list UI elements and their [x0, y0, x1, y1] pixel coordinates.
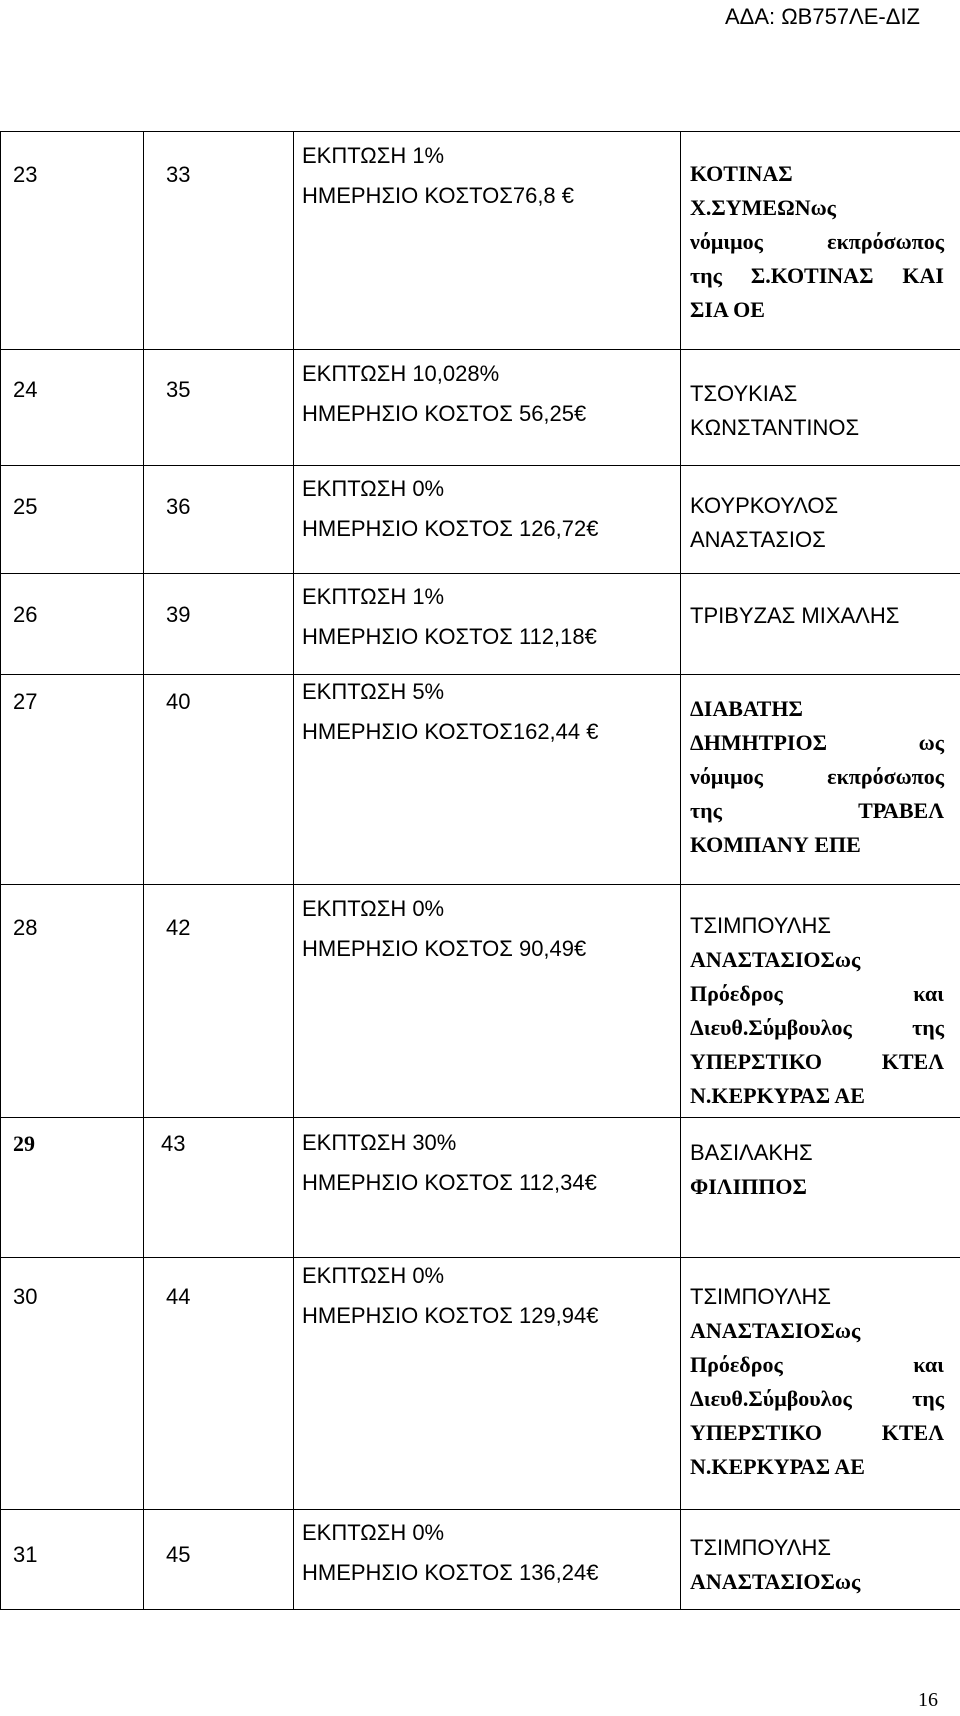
contractor-line: ΚΩΝΣΤΑΝΤΙΝΟΣ: [690, 415, 860, 440]
contractor-line: ΥΠΕΡΣΤΙΚΟ ΚΤΕΛ: [690, 1420, 944, 1445]
discount-text: ΕΚΠΤΩΣΗ 5%: [302, 679, 445, 704]
discount-text: ΕΚΠΤΩΣΗ 0%: [302, 1520, 445, 1545]
row-number: 27: [13, 689, 38, 714]
daily-cost-text: ΗΜΕΡΗΣΙΟ ΚΟΣΤΟΣ76,8 €: [302, 183, 575, 208]
row-number: 25: [13, 494, 38, 519]
contracts-table: [0, 131, 960, 1610]
row-code: 33: [166, 162, 191, 187]
contractor-line: ΒΑΣΙΛΑΚΗΣ: [690, 1140, 813, 1165]
code-cell: [144, 1258, 294, 1510]
contractor-line: ΤΣΙΜΠΟΥΛΗΣ: [690, 1284, 831, 1309]
offer-cell: [294, 1510, 681, 1610]
table-row: [1, 885, 960, 1118]
daily-cost-text: ΗΜΕΡΗΣΙΟ ΚΟΣΤΟΣ 112,18€: [302, 624, 597, 649]
offer-cell: [294, 574, 681, 675]
table-row: [1, 675, 960, 885]
contractor-line: Διευθ.Σύμβουλος της: [690, 1015, 944, 1040]
daily-cost-text: ΗΜΕΡΗΣΙΟ ΚΟΣΤΟΣ 129,94€: [302, 1303, 599, 1328]
daily-cost-text: ΗΜΕΡΗΣΙΟ ΚΟΣΤΟΣ 90,49€: [302, 936, 587, 961]
contractor-line: ΤΡΙΒΥΖΑΣ ΜΙΧΑΛΗΣ: [690, 603, 900, 628]
daily-cost-text: ΗΜΕΡΗΣΙΟ ΚΟΣΤΟΣ 126,72€: [302, 516, 599, 541]
contractor-line: νόμιμος εκπρόσωπος: [690, 229, 944, 254]
row-number: 26: [13, 602, 38, 627]
row-code: 45: [166, 1542, 191, 1567]
row-number-cell: [1, 574, 144, 675]
row-number: 30: [13, 1284, 38, 1309]
contractor-line: ΚΟΥΡΚΟΥΛΟΣ: [690, 493, 839, 518]
contractor-cell: [681, 132, 960, 350]
contractor-cell: [681, 675, 960, 885]
offer-cell: [294, 885, 681, 1118]
discount-text: ΕΚΠΤΩΣΗ 0%: [302, 1263, 445, 1288]
contractor-line: ΚΟΜΠΑΝΥ ΕΠΕ: [690, 832, 861, 857]
offer-cell: [294, 350, 681, 466]
offer-cell: [294, 675, 681, 885]
row-number: 31: [13, 1542, 38, 1567]
daily-cost-text: ΗΜΕΡΗΣΙΟ ΚΟΣΤΟΣ 136,24€: [302, 1560, 599, 1585]
code-cell: [144, 466, 294, 574]
code-cell: [144, 350, 294, 466]
contractor-line: νόμιμος εκπρόσωπος: [690, 764, 944, 789]
row-code: 40: [166, 689, 191, 714]
contractor-line: Διευθ.Σύμβουλος της: [690, 1386, 944, 1411]
row-code: 44: [166, 1284, 191, 1309]
daily-cost-text: ΗΜΕΡΗΣΙΟ ΚΟΣΤΟΣ 56,25€: [302, 401, 587, 426]
offer-cell: [294, 1258, 681, 1510]
row-number-cell: [1, 1510, 144, 1610]
code-cell: [144, 885, 294, 1118]
contractor-line: ΔΙΑΒΑΤΗΣ: [690, 696, 803, 721]
contractor-line: ΤΣΙΜΠΟΥΛΗΣ: [690, 1535, 831, 1560]
row-number-cell: [1, 885, 144, 1118]
row-number: 24: [13, 377, 38, 402]
row-code: 35: [166, 377, 191, 402]
contractor-line: ΔΗΜΗΤΡΙΟΣ ως: [690, 730, 944, 755]
row-number-cell: [1, 1258, 144, 1510]
table-row: [1, 132, 960, 350]
discount-text: ΕΚΠΤΩΣΗ 0%: [302, 476, 445, 501]
contractor-line: ΣΙΑ ΟΕ: [690, 297, 765, 322]
table-row: [1, 1258, 960, 1510]
row-code: 36: [166, 494, 191, 519]
table-row: [1, 574, 960, 675]
daily-cost-text: ΗΜΕΡΗΣΙΟ ΚΟΣΤΟΣ 112,34€: [302, 1170, 597, 1195]
code-cell: [144, 675, 294, 885]
offer-cell: [294, 132, 681, 350]
contractor-cell: [681, 574, 960, 675]
table-row: [1, 466, 960, 574]
code-cell: [144, 1510, 294, 1610]
row-code: 39: [166, 602, 191, 627]
contractor-line: Ν.ΚΕΡΚΥΡΑΣ ΑΕ: [690, 1083, 865, 1108]
discount-text: ΕΚΠΤΩΣΗ 30%: [302, 1130, 457, 1155]
row-number-cell: [1, 675, 144, 885]
contractor-line: ΥΠΕΡΣΤΙΚΟ ΚΤΕΛ: [690, 1049, 944, 1074]
row-number-cell: [1, 132, 144, 350]
code-cell: [144, 1118, 294, 1258]
contractor-cell: [681, 466, 960, 574]
contractor-line: Πρόεδρος και: [690, 1352, 944, 1377]
row-code: 42: [166, 915, 191, 940]
contractor-cell: [681, 1118, 960, 1258]
code-cell: [144, 574, 294, 675]
row-number-cell: [1, 1118, 144, 1258]
row-number: 29: [13, 1131, 35, 1156]
discount-text: ΕΚΠΤΩΣΗ 1%: [302, 584, 445, 609]
contractor-line: ΑΝΑΣΤΑΣΙΟΣως: [690, 1318, 861, 1343]
contractor-line: Ν.ΚΕΡΚΥΡΑΣ ΑΕ: [690, 1454, 865, 1479]
contractor-line: της Σ.ΚΟΤΙΝΑΣ ΚΑΙ: [690, 263, 944, 288]
row-number: 23: [13, 162, 38, 187]
offer-cell: [294, 1118, 681, 1258]
contractor-cell: [681, 350, 960, 466]
daily-cost-text: ΗΜΕΡΗΣΙΟ ΚΟΣΤΟΣ162,44 €: [302, 719, 599, 744]
contractor-line: Πρόεδρος και: [690, 981, 944, 1006]
contractor-line: της ΤΡΑΒΕΛ: [690, 798, 944, 823]
contractor-cell: [681, 1510, 960, 1610]
contractor-line: ΚΟΤΙΝΑΣ: [690, 161, 793, 186]
contractor-line: ΤΣΟΥΚΙΑΣ: [690, 381, 798, 406]
table-row: [1, 1510, 960, 1610]
contractor-line: Χ.ΣΥΜΕΩΝως: [690, 195, 836, 220]
row-number-cell: [1, 350, 144, 466]
contractor-cell: [681, 885, 960, 1118]
contractor-line: ΦΙΛΙΠΠΟΣ: [690, 1174, 807, 1199]
contractor-line: ΑΝΑΣΤΑΣΙΟΣως: [690, 947, 861, 972]
discount-text: ΕΚΠΤΩΣΗ 0%: [302, 896, 445, 921]
contractor-cell: [681, 1258, 960, 1510]
contractor-line: ΤΣΙΜΠΟΥΛΗΣ: [690, 913, 831, 938]
contractor-line: ΑΝΑΣΤΑΣΙΟΣως: [690, 1569, 861, 1594]
row-code: 43: [161, 1131, 186, 1156]
discount-text: ΕΚΠΤΩΣΗ 10,028%: [302, 361, 500, 386]
table-row: [1, 1118, 960, 1258]
discount-text: ΕΚΠΤΩΣΗ 1%: [302, 143, 445, 168]
row-number-cell: [1, 466, 144, 574]
row-number: 28: [13, 915, 38, 940]
offer-cell: [294, 466, 681, 574]
table-row: [1, 350, 960, 466]
contractor-line: ΑΝΑΣΤΑΣΙΟΣ: [690, 527, 826, 552]
page-number: 16: [918, 1689, 938, 1711]
ada-header: ΑΔΑ: ΩΒ757ΛΕ-ΔΙΖ: [724, 4, 920, 29]
code-cell: [144, 132, 294, 350]
